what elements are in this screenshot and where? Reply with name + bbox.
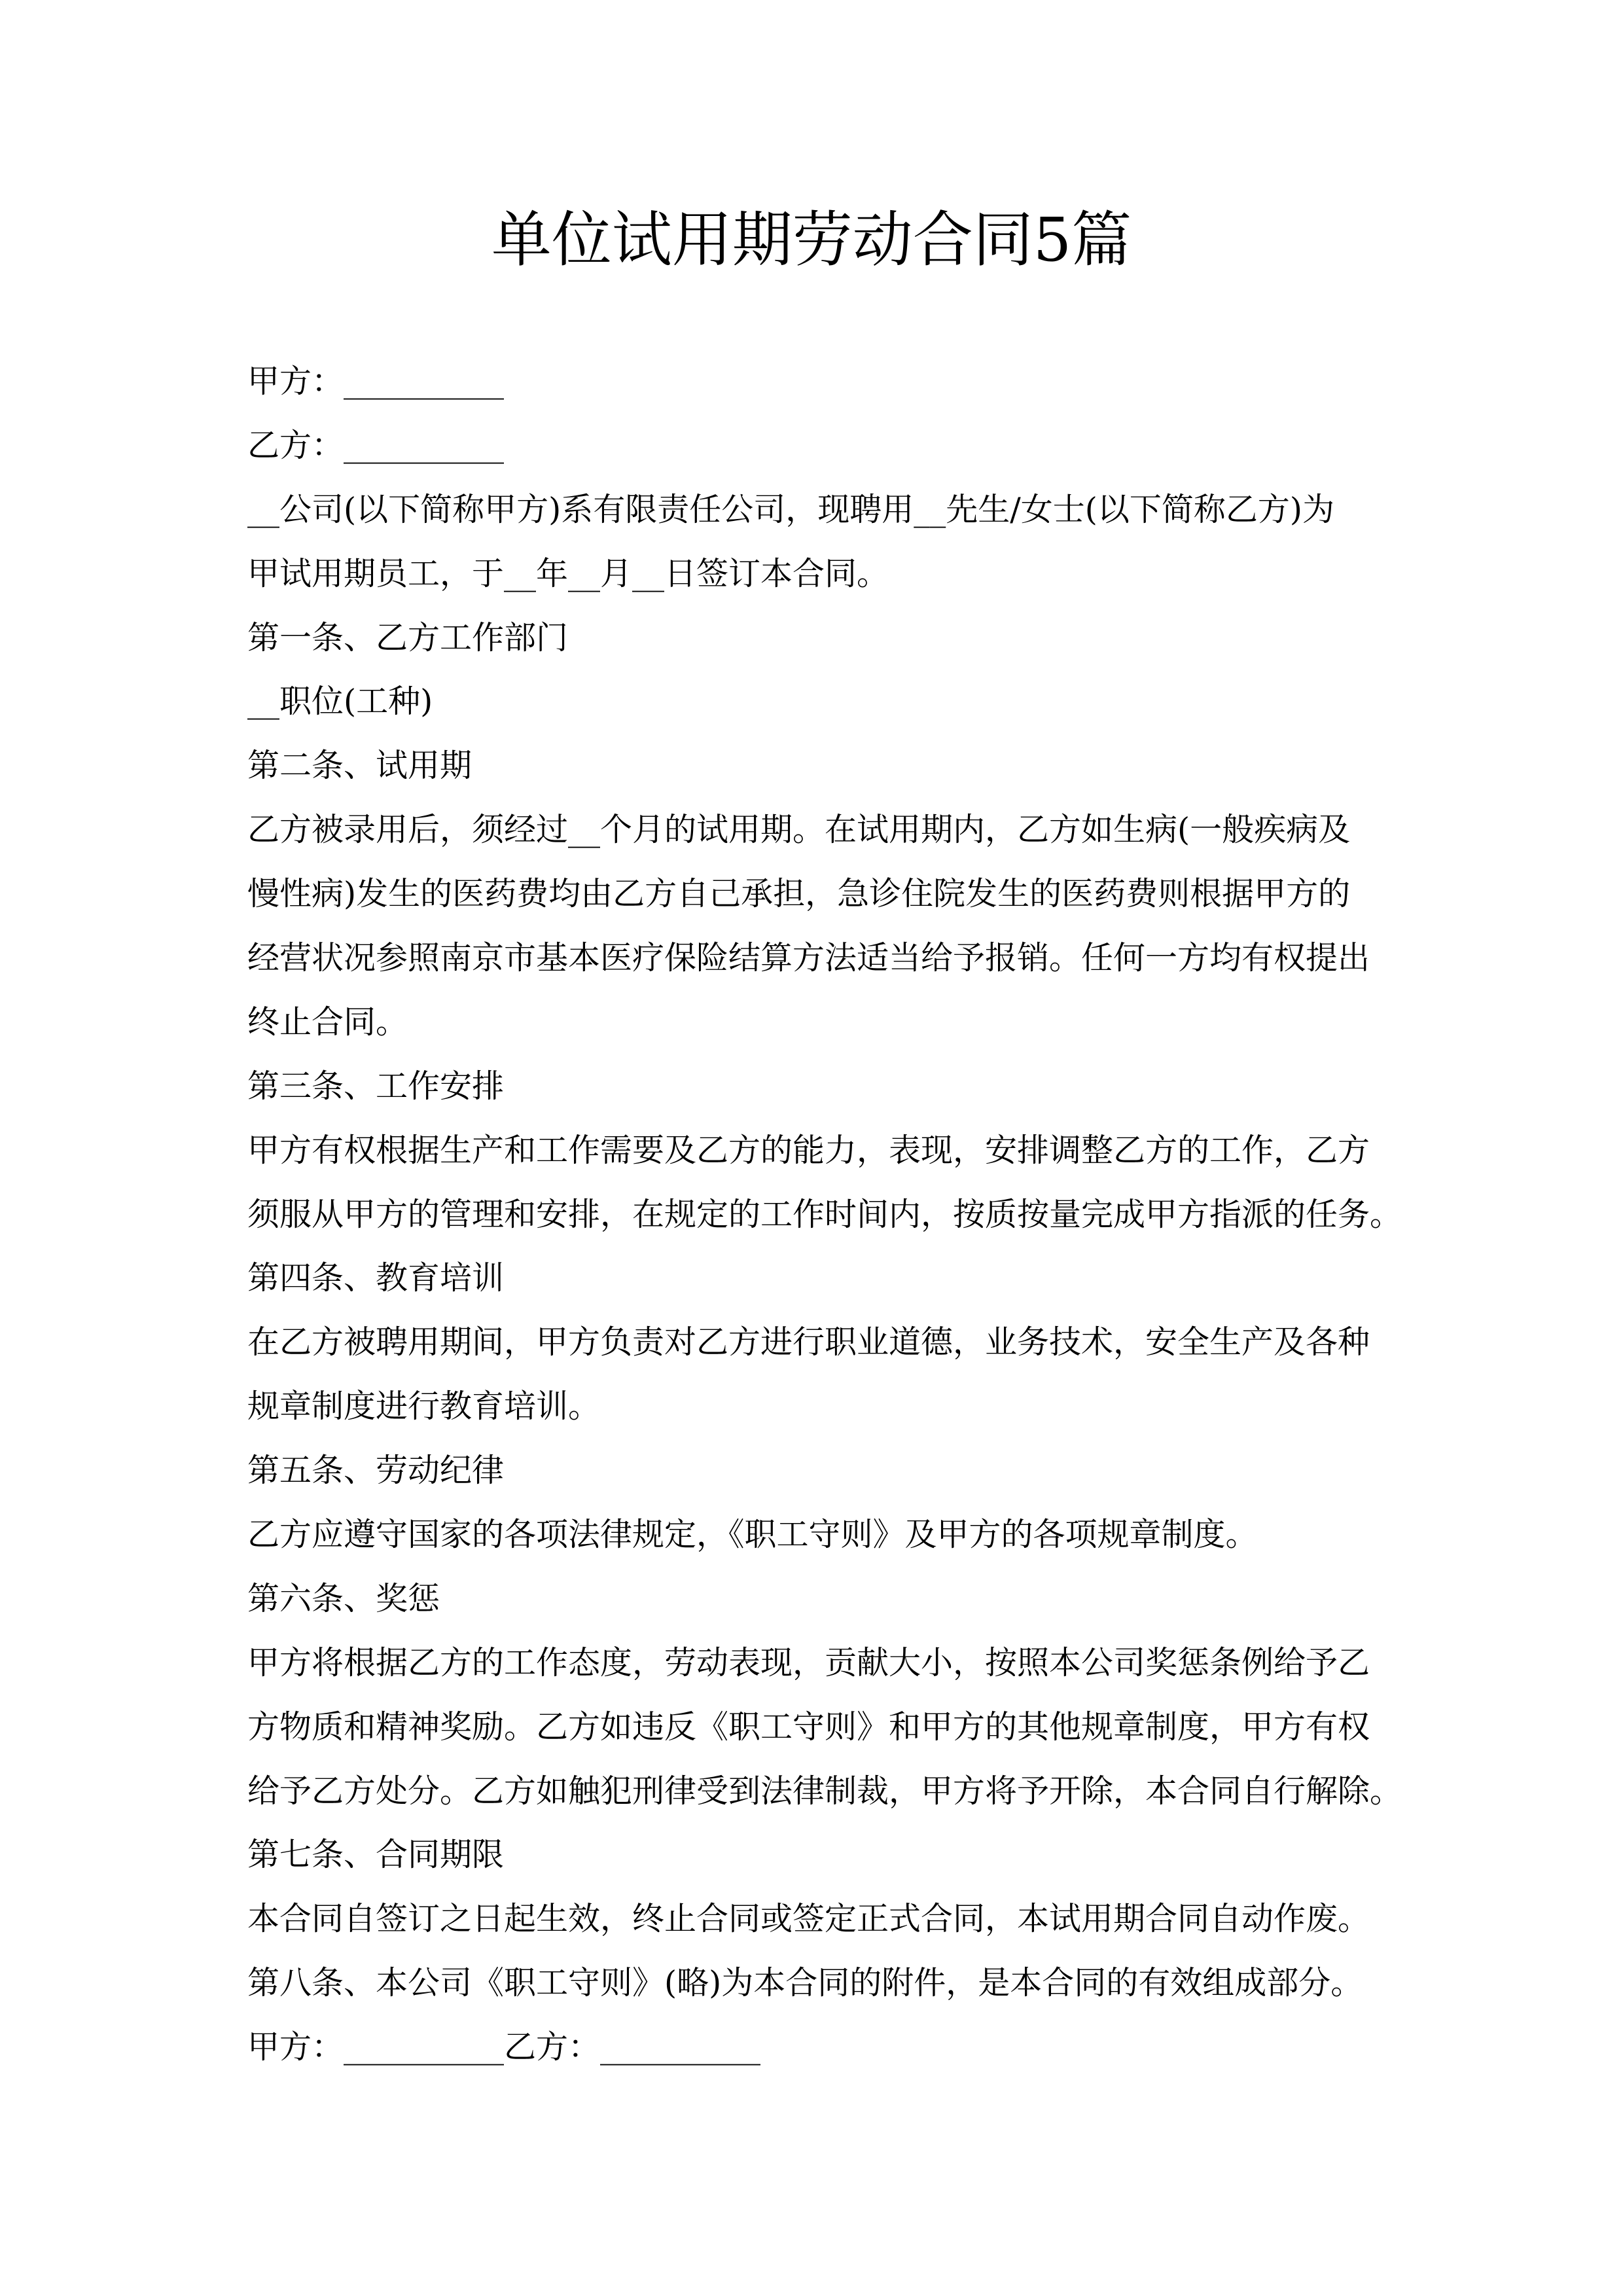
paragraph-line: 甲方将根据乙方的工作态度，劳动表现，贡献大小，按照本公司奖惩条例给予乙 [247, 1643, 1370, 1681]
paragraph-line: 给予乙方处分。乙方如触犯刑律受到法律制裁，甲方将予开除，本合同自行解除。 [247, 1772, 1402, 1810]
clause-heading: 第四条、教育培训 [247, 1259, 505, 1297]
clause-heading: 第六条、奖惩 [247, 1579, 440, 1617]
paragraph-line: 方物质和精神奖励。乙方如违反《职工守则》和甲方的其他规章制度，甲方有权 [247, 1708, 1370, 1746]
paragraph-line: 甲方：__________乙方：__________ [247, 2028, 761, 2066]
clause-heading: 第五条、劳动纪律 [247, 1452, 505, 1490]
clause-heading: 第二条、试用期 [247, 747, 473, 785]
document-body [247, 350, 1402, 2079]
paragraph-line: 甲方有权根据生产和工作需要及乙方的能力，表现，安排调整乙方的工作，乙方 [247, 1131, 1370, 1169]
paragraph-line: 须服从甲方的管理和安排，在规定的工作时间内，按质按量完成甲方指派的任务。 [247, 1195, 1402, 1233]
paragraph-line: 乙方被录用后，须经过__个月的试用期。在试用期内，乙方如生病(一般疾病及 [247, 811, 1351, 849]
paragraph-line: 本合同自签订之日起生效，终止合同或签定正式合同，本试用期合同自动作废。 [247, 1900, 1370, 1938]
clause-heading: 第三条、工作安排 [247, 1067, 505, 1105]
paragraph-line: __公司(以下简称甲方)系有限责任公司，现聘用__先生/女士(以下简称乙方)为 [247, 490, 1334, 528]
paragraph-line: 终止合同。 [247, 1003, 408, 1041]
clause-heading: 第七条、合同期限 [247, 1836, 505, 1874]
clause-heading: 第一条、乙方工作部门 [247, 619, 569, 656]
paragraph-line: 甲试用期员工，于__年__月__日签订本合同。 [247, 554, 889, 592]
paragraph-line: 规章制度进行教育培训。 [247, 1388, 601, 1426]
paragraph-line: 乙方：__________ [247, 426, 505, 464]
paragraph-line: 慢性病)发生的医药费均由乙方自己承担，急诊住院发生的医药费则根据甲方的 [247, 875, 1351, 913]
paragraph-line: 经营状况参照南京市基本医疗保险结算方法适当给予报销。任何一方均有权提出 [247, 939, 1370, 977]
paragraph-line: __职位(工种) [247, 683, 433, 721]
paragraph-line: 在乙方被聘用期间，甲方负责对乙方进行职业道德，业务技术，安全生产及各种 [247, 1323, 1370, 1361]
paragraph-line: 乙方应遵守国家的各项法律规定，《职工守则》及甲方的各项规章制度。 [247, 1516, 1258, 1554]
clause-heading: 第八条、本公司《职工守则》(略)为本合同的附件，是本合同的有效组成部分。 [247, 1964, 1363, 2002]
paragraph-line: 甲方：__________ [247, 363, 505, 400]
document-title: 单位试用期劳动合同5篇 [491, 205, 1132, 275]
